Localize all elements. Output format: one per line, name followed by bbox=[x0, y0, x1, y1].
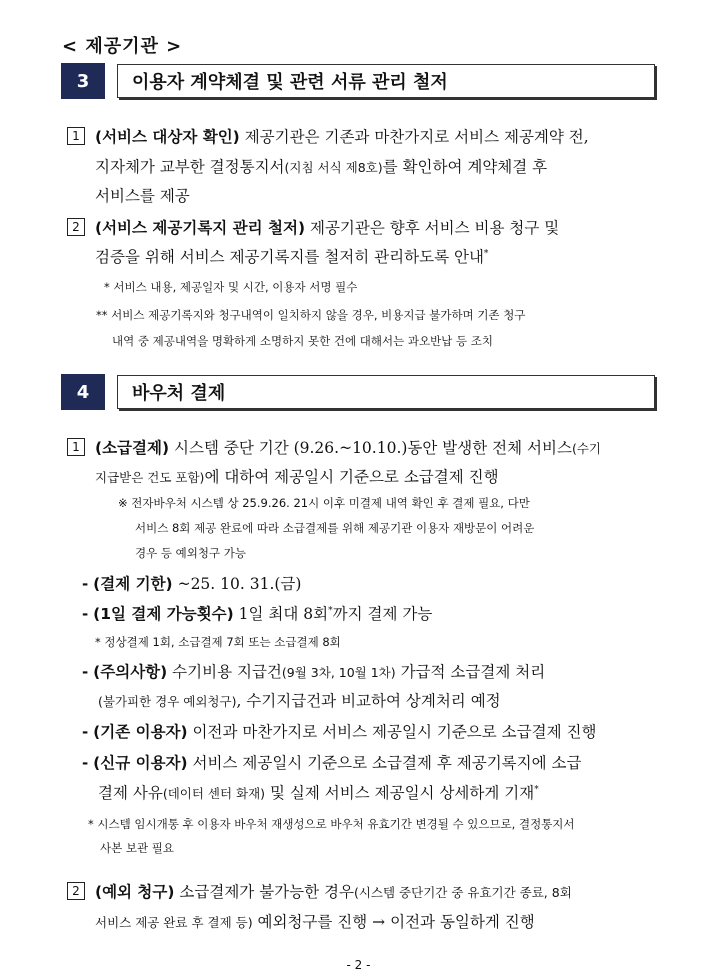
item-text: 이전과 마찬가지로 서비스 제공일시 기준으로 소급결제 진행 bbox=[192, 723, 597, 741]
item-text: 시스템 중단 기간 (9.26.~10.10.)동안 발생한 전체 서비스 bbox=[174, 439, 572, 457]
item-text: 제공기관은 향후 서비스 비용 청구 및 bbox=[309, 219, 560, 237]
dash-marker: - bbox=[82, 663, 89, 681]
item-text: , 수기지급건과 비교하여 상계처리 예정 bbox=[236, 692, 501, 710]
paragraph-line bbox=[95, 216, 559, 238]
item-text: 가급적 소급결제 처리 bbox=[400, 663, 546, 681]
section-title: 이용자 계약체결 및 관련 서류 관리 철저 bbox=[117, 64, 655, 98]
reference-line: ※ 전자바우처 시스템 상 25.9.26. 21시 이후 미결제 내역 확인 후 결제 필요, 다만 bbox=[118, 496, 530, 510]
item-text: 1일 최대 8회 bbox=[238, 605, 329, 623]
note-line: * 정상결제 1회, 소급결제 7회 또는 소급결제 8회 bbox=[95, 635, 341, 649]
item-text: 소급결제가 불가능한 경우 bbox=[179, 883, 354, 901]
item-text: 까지 결제 가능 bbox=[332, 605, 433, 623]
dash-item bbox=[82, 751, 581, 773]
section-number-badge: 3 bbox=[61, 63, 105, 99]
item-label: (주의사항) bbox=[93, 663, 168, 681]
item-label: (결제 기한) bbox=[93, 575, 173, 593]
item-text-small: (9월 3차, 10월 1차) bbox=[281, 665, 396, 680]
note-line: 사본 보관 필요 bbox=[100, 841, 174, 855]
item-label: (예외 청구) bbox=[95, 883, 175, 901]
item-label: (신규 이용자) bbox=[93, 754, 188, 772]
item-number-box: 1 bbox=[67, 438, 85, 456]
note-line: * 서비스 내용, 제공일자 및 시간, 이용자 서명 필수 bbox=[104, 280, 358, 294]
item-label: (1일 결제 가능횟수) bbox=[93, 605, 234, 623]
dash-marker: - bbox=[82, 754, 89, 772]
paragraph-line bbox=[95, 245, 488, 267]
item-text-small: (데이터 센터 화재) bbox=[162, 786, 266, 801]
dash-item bbox=[82, 602, 432, 624]
item-text: 및 실제 서비스 제공일시 상세하게 기재 bbox=[270, 784, 535, 802]
item-label: (기존 이용자) bbox=[93, 723, 188, 741]
footnote-mark: * bbox=[328, 605, 333, 616]
footnote-mark: * bbox=[534, 784, 539, 795]
item-text: 에 대하여 제공일시 기준으로 소급결제 진행 bbox=[204, 468, 499, 486]
paragraph-line bbox=[95, 880, 572, 902]
item-text-small: (시스템 중단기간 중 유효기간 종료, 8회 bbox=[353, 885, 572, 900]
footnote-mark: * bbox=[483, 248, 489, 259]
dash-item bbox=[82, 660, 545, 682]
note-line: * 시스템 임시개통 후 이용자 바우처 재생성으로 바우처 유효기간 변경될 수 있으므로, 결정통지서 bbox=[88, 817, 575, 831]
item-text: ~25. 10. 31.(금) bbox=[177, 575, 302, 593]
item-text-small: 지급받은 건도 포함) bbox=[95, 470, 205, 485]
item-text: 결제 사유 bbox=[98, 784, 163, 802]
item-label: (서비스 제공기록지 관리 철저) bbox=[95, 219, 306, 237]
item-text: 예외청구를 진행 → 이전과 동일하게 진행 bbox=[257, 913, 535, 931]
note-line: 내역 중 제공내역을 명확하게 소명하지 못한 건에 대해서는 과오반납 등 조치 bbox=[112, 334, 493, 348]
dash-item bbox=[82, 720, 596, 742]
paragraph-line bbox=[98, 689, 501, 711]
item-text-small: (수기 bbox=[571, 441, 601, 456]
item-number-box: 2 bbox=[67, 882, 85, 900]
note-line: ** 서비스 제공기록지와 청구내역이 일치하지 않을 경우, 비용지급 불가하며 기존 청구 bbox=[96, 308, 526, 322]
item-text: 수기비용 지급건 bbox=[172, 663, 282, 681]
item-number-box: 1 bbox=[67, 127, 85, 145]
item-text: 를 확인하여 계약체결 후 bbox=[382, 158, 548, 176]
dash-marker: - bbox=[82, 723, 89, 741]
section-number-badge: 4 bbox=[61, 374, 105, 410]
item-text: 지자체가 교부한 결정통지서 bbox=[95, 158, 285, 176]
item-label: (소급결제) bbox=[95, 439, 170, 457]
item-text: 제공기관은 기존과 마찬가지로 서비스 제공계약 전, bbox=[244, 128, 589, 146]
page-number: - 2 - bbox=[346, 958, 371, 972]
paragraph-line bbox=[98, 781, 539, 803]
reference-line: 서비스 8회 제공 완료에 따라 소급결제를 위해 제공기관 이용자 재방문이 어려운 bbox=[135, 521, 535, 535]
paragraph-line bbox=[95, 155, 547, 177]
item-number-box: 2 bbox=[67, 218, 85, 236]
paragraph-line bbox=[95, 465, 499, 487]
dash-marker: - bbox=[82, 575, 89, 593]
reference-line: 경우 등 예외청구 가능 bbox=[135, 546, 246, 560]
paragraph-line bbox=[95, 436, 601, 458]
page-header: < 제공기관 > bbox=[62, 36, 183, 57]
paragraph-line: 서비스를 제공 bbox=[95, 187, 190, 205]
paragraph-line bbox=[95, 125, 589, 147]
dash-marker: - bbox=[82, 605, 89, 623]
item-text-small: (지침 서식 제8호) bbox=[284, 160, 383, 175]
item-text: 서비스 제공일시 기준으로 소급결제 후 제공기록지에 소급 bbox=[192, 754, 582, 772]
section-title: 바우처 결제 bbox=[117, 375, 655, 409]
dash-item bbox=[82, 572, 301, 594]
item-label: (서비스 대상자 확인) bbox=[95, 128, 240, 146]
item-text: 검증을 위해 서비스 제공기록지를 철저히 관리하도록 안내 bbox=[95, 248, 484, 266]
paragraph-line bbox=[95, 910, 535, 932]
item-text-small: (불가피한 경우 예외청구) bbox=[98, 694, 237, 709]
item-text-small: 서비스 제공 완료 후 결제 등) bbox=[95, 915, 253, 930]
